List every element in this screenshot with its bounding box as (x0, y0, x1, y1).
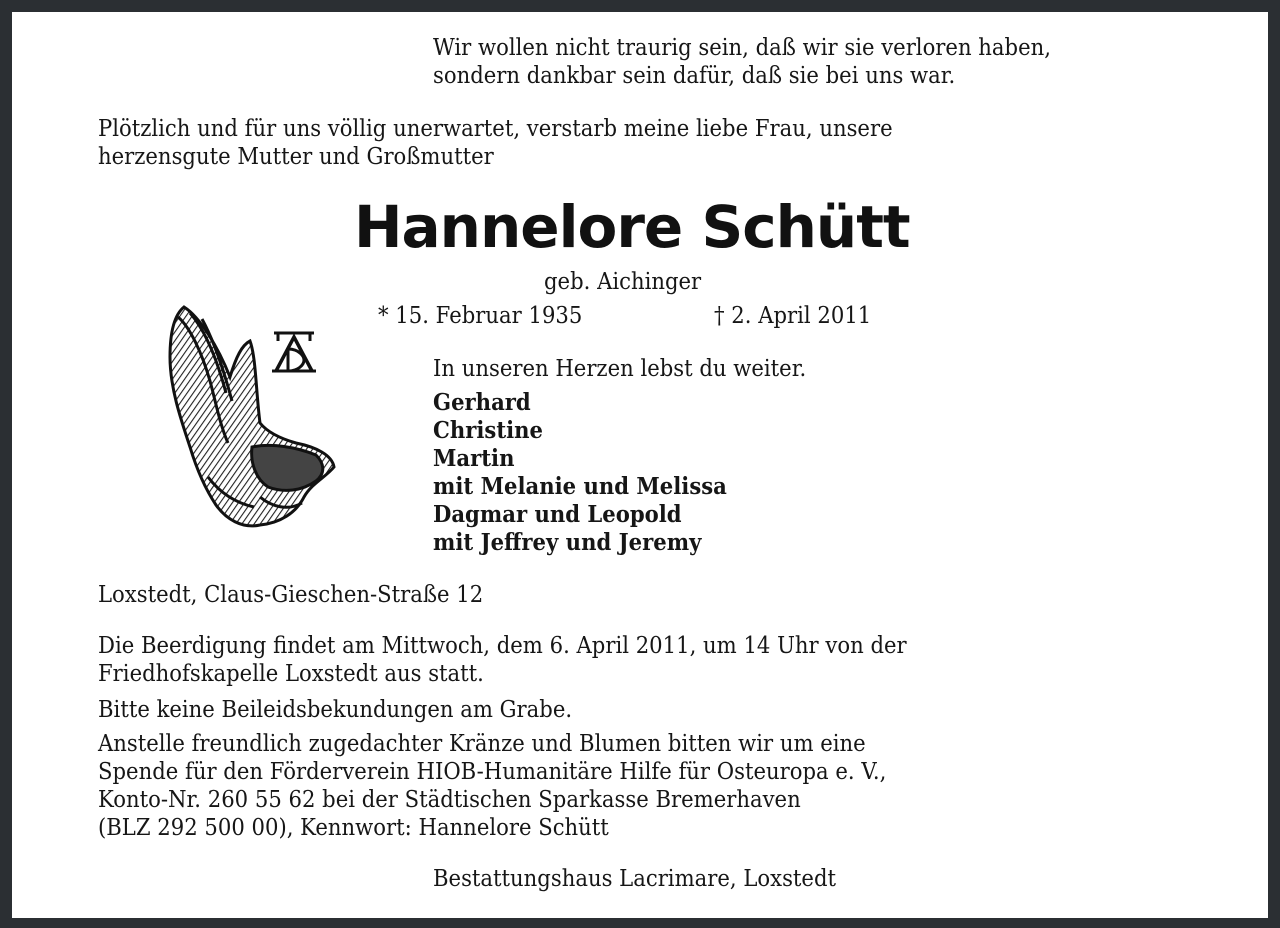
obituary-notice (12, 12, 1268, 918)
deceased-name: Hannelore Schütt (354, 193, 910, 261)
mourner-3: Martin (433, 445, 515, 472)
donation-line-4: (BLZ 292 500 00), Kennwort: Hannelore Schütt (98, 815, 609, 841)
death-date: † 2. April 2011 (714, 303, 872, 329)
funeral-line-1: Die Beerdigung findet am Mittwoch, dem 6. April 2011, um 14 Uhr von der (98, 633, 907, 659)
donation-line-2: Spende für den Förderverein HIOB-Humanitäre Hilfe für Osteuropa e. V., (98, 759, 887, 785)
ad-monogram-icon (270, 327, 318, 375)
birth-date: * 15. Februar 1935 (378, 303, 583, 329)
remembrance-line: In unseren Herzen lebst du weiter. (433, 356, 807, 382)
address: Loxstedt, Claus-Gieschen-Straße 12 (98, 582, 484, 608)
donation-line-3: Konto-Nr. 260 55 62 bei der Städtischen Sparkasse Bremerhaven (98, 787, 801, 813)
maiden-name: geb. Aichinger (544, 269, 702, 295)
motto-line-2: sondern dankbar sein dafür, daß sie bei uns war. (433, 63, 956, 89)
donation-line-1: Anstelle freundlich zugedachter Kränze und Blumen bitten wir um eine (98, 731, 866, 757)
no-condolences: Bitte keine Beileidsbekundungen am Grabe. (98, 697, 573, 723)
mourner-4: mit Melanie und Melissa (433, 473, 727, 500)
mourner-5: Dagmar und Leopold (433, 501, 682, 528)
motto-line-1: Wir wollen nicht traurig sein, daß wir sie verloren haben, (433, 35, 1051, 61)
intro-line-1: Plötzlich und für uns völlig unerwartet, verstarb meine liebe Frau, unsere (98, 116, 893, 142)
funeral-line-2: Friedhofskapelle Loxstedt aus statt. (98, 661, 484, 687)
intro-line-2: herzensgute Mutter und Großmutter (98, 144, 494, 170)
mourner-6: mit Jeffrey und Jeremy (433, 529, 702, 556)
mourner-2: Christine (433, 417, 543, 444)
mourner-1: Gerhard (433, 389, 531, 416)
undertaker: Bestattungshaus Lacrimare, Loxstedt (433, 866, 837, 892)
